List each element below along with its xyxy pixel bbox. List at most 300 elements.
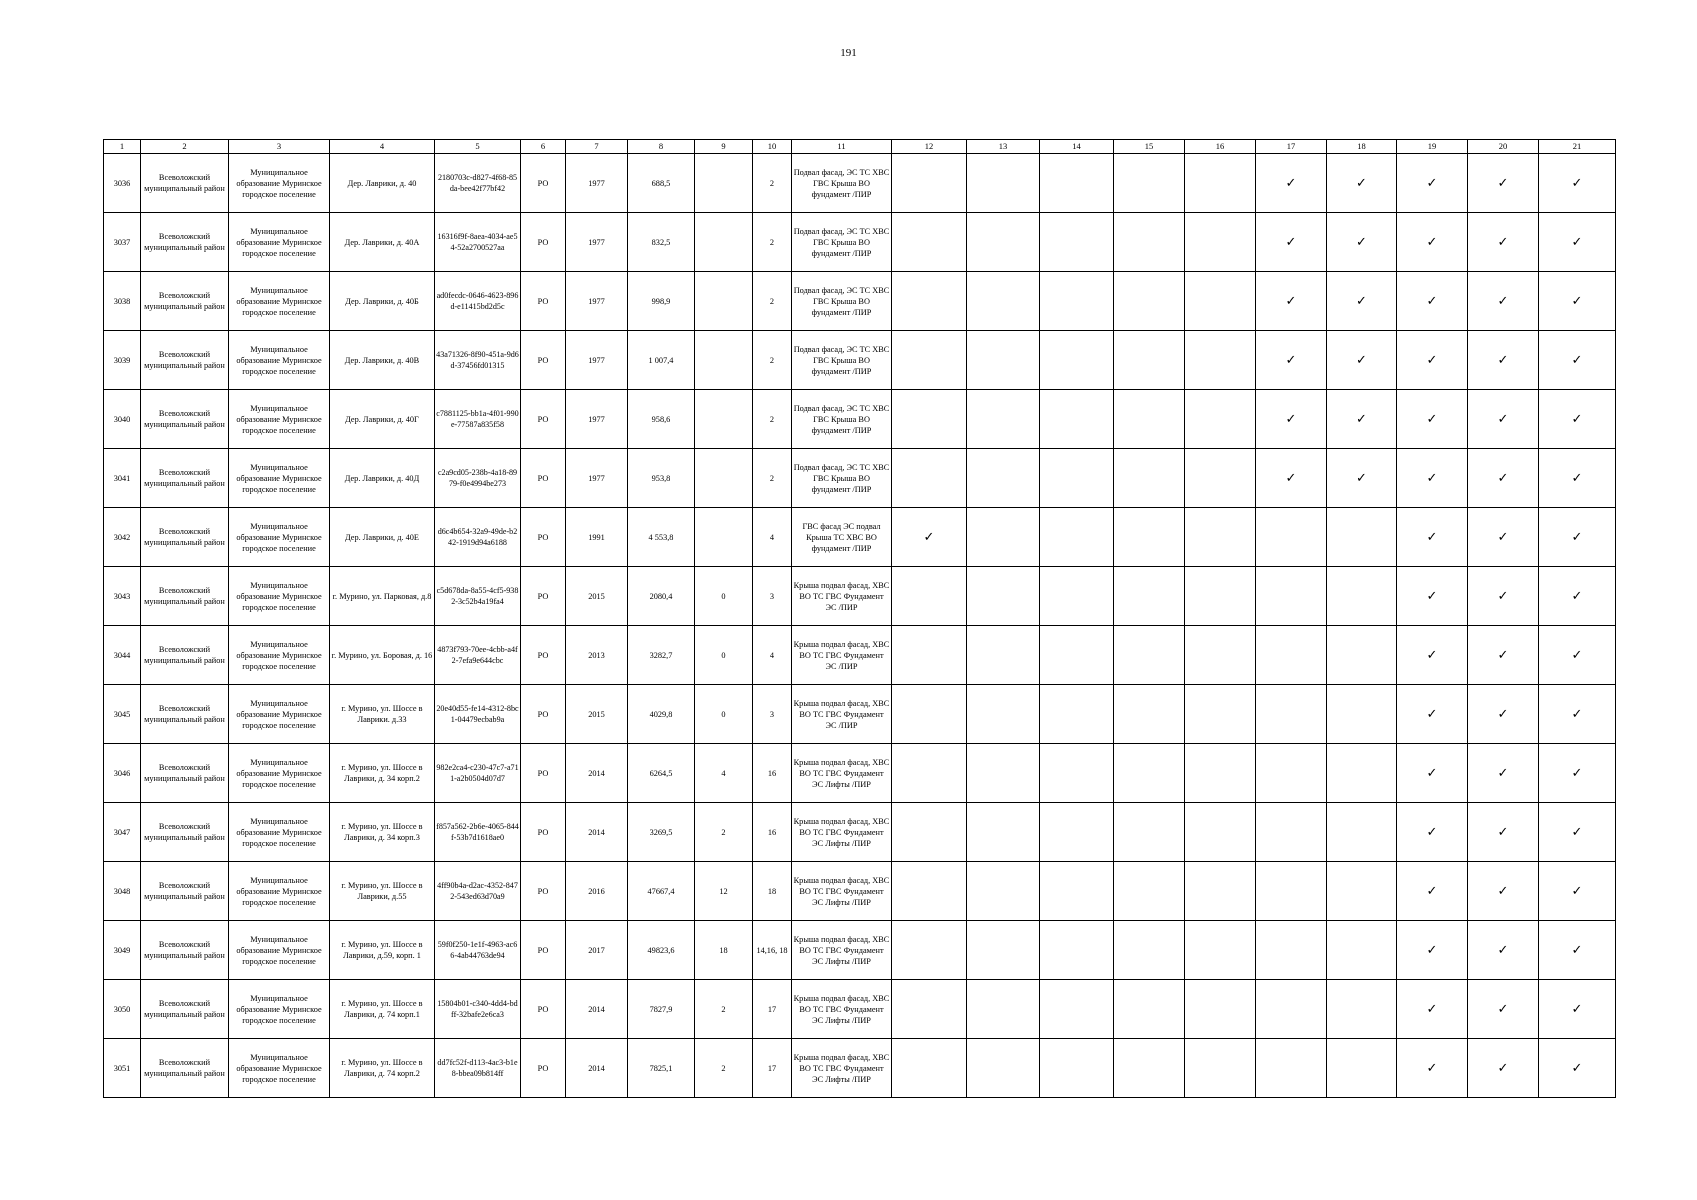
- table-cell: 1977: [566, 390, 628, 449]
- table-cell: 17: [753, 1039, 792, 1098]
- table-cell: РО: [521, 449, 566, 508]
- table-cell: 2013: [566, 626, 628, 685]
- table-row: [104, 685, 1616, 744]
- table-cell: Всеволожский муниципальный район: [141, 154, 229, 213]
- table-cell: [892, 449, 967, 508]
- table-cell: [1256, 803, 1327, 862]
- table-cell: 4873f793-70ee-4cbb-a4f2-7efa9e644cbc: [435, 626, 521, 685]
- table-cell: 998,9: [628, 272, 695, 331]
- table-cell: Дер. Лаврики, д. 40Б: [330, 272, 435, 331]
- table-cell: [1114, 331, 1185, 390]
- column-header-21: 21: [1539, 140, 1616, 154]
- check-mark-icon: ✓: [1539, 1039, 1616, 1098]
- check-mark-icon: ✓: [1539, 567, 1616, 626]
- table-body: [104, 154, 1616, 1098]
- table-cell: [1327, 921, 1397, 980]
- table-cell: [1256, 1039, 1327, 1098]
- table-cell: [1114, 272, 1185, 331]
- column-header-1: 1: [104, 140, 141, 154]
- check-mark-icon: ✓: [1397, 390, 1468, 449]
- check-mark-icon: ✓: [1397, 449, 1468, 508]
- table-cell: [1114, 1039, 1185, 1098]
- table-cell: 3044: [104, 626, 141, 685]
- column-header-15: 15: [1114, 140, 1185, 154]
- table-cell: [892, 744, 967, 803]
- table-cell: [1040, 390, 1114, 449]
- check-mark-icon: ✓: [1468, 154, 1539, 213]
- table-cell: 832,5: [628, 213, 695, 272]
- table-cell: 59f0f250-1e1f-4963-ac66-4ab44763de94: [435, 921, 521, 980]
- table-cell: Муниципальное образование Муринское городское поселение: [229, 213, 330, 272]
- table-cell: [695, 272, 753, 331]
- table-cell: г. Мурино, ул. Шоссе в Лаврики, д.59, корп. 1: [330, 921, 435, 980]
- table-cell: 958,6: [628, 390, 695, 449]
- table-cell: [1040, 567, 1114, 626]
- table-row: [104, 331, 1616, 390]
- check-mark-icon: ✓: [1468, 980, 1539, 1039]
- check-mark-icon: ✓: [1327, 272, 1397, 331]
- table-cell: РО: [521, 390, 566, 449]
- table-cell: [1185, 744, 1256, 803]
- table-cell: [967, 626, 1040, 685]
- table-cell: [695, 449, 753, 508]
- column-header-4: 4: [330, 140, 435, 154]
- column-header-6: 6: [521, 140, 566, 154]
- table-cell: 2017: [566, 921, 628, 980]
- table-cell: Крыша подвал фасад, ХВС ВО ТС ГВС Фундамент ЭС /ПИР: [792, 626, 892, 685]
- table-cell: 6264,5: [628, 744, 695, 803]
- table-cell: [1327, 1039, 1397, 1098]
- table-cell: 12: [695, 862, 753, 921]
- table-cell: [892, 862, 967, 921]
- table-cell: 18: [753, 862, 792, 921]
- check-mark-icon: ✓: [1468, 1039, 1539, 1098]
- check-mark-icon: ✓: [1468, 508, 1539, 567]
- table-cell: Всеволожский муниципальный район: [141, 744, 229, 803]
- table-cell: 2: [753, 331, 792, 390]
- check-mark-icon: ✓: [1539, 626, 1616, 685]
- table-cell: 2014: [566, 1039, 628, 1098]
- table-cell: 4 553,8: [628, 508, 695, 567]
- table-cell: РО: [521, 980, 566, 1039]
- table-cell: 1977: [566, 154, 628, 213]
- table-cell: [1185, 862, 1256, 921]
- table-cell: 1991: [566, 508, 628, 567]
- table-cell: [892, 626, 967, 685]
- column-header-18: 18: [1327, 140, 1397, 154]
- table-cell: РО: [521, 331, 566, 390]
- table-cell: РО: [521, 921, 566, 980]
- check-mark-icon: ✓: [1397, 272, 1468, 331]
- check-mark-icon: ✓: [1256, 449, 1327, 508]
- table-cell: РО: [521, 626, 566, 685]
- check-mark-icon: ✓: [1397, 331, 1468, 390]
- table-cell: [1185, 449, 1256, 508]
- table-cell: [1256, 508, 1327, 567]
- table-row: [104, 862, 1616, 921]
- table-cell: [1114, 449, 1185, 508]
- table-cell: 3051: [104, 1039, 141, 1098]
- table-cell: РО: [521, 154, 566, 213]
- table-cell: Крыша подвал фасад, ХВС ВО ТС ГВС Фундамент ЭС Лифты /ПИР: [792, 1039, 892, 1098]
- table-cell: [967, 1039, 1040, 1098]
- table-row: [104, 921, 1616, 980]
- check-mark-icon: ✓: [1397, 154, 1468, 213]
- table-cell: 3040: [104, 390, 141, 449]
- table-cell: РО: [521, 508, 566, 567]
- table-cell: 1977: [566, 331, 628, 390]
- table-cell: Муниципальное образование Муринское городское поселение: [229, 272, 330, 331]
- table-cell: Крыша подвал фасад, ХВС ВО ТС ГВС Фундамент ЭС Лифты /ПИР: [792, 862, 892, 921]
- table-cell: [892, 980, 967, 1039]
- table-cell: [1040, 862, 1114, 921]
- check-mark-icon: ✓: [1539, 921, 1616, 980]
- table-cell: [1040, 449, 1114, 508]
- table-cell: 3036: [104, 154, 141, 213]
- table-cell: [967, 390, 1040, 449]
- table-cell: Крыша подвал фасад, ХВС ВО ТС ГВС Фундамент ЭС Лифты /ПИР: [792, 980, 892, 1039]
- table-cell: [1040, 331, 1114, 390]
- table-cell: г. Мурино, ул. Боровая, д. 16: [330, 626, 435, 685]
- table-cell: [1114, 508, 1185, 567]
- check-mark-icon: ✓: [1397, 685, 1468, 744]
- table-cell: 16: [753, 803, 792, 862]
- check-mark-icon: ✓: [1256, 213, 1327, 272]
- check-mark-icon: ✓: [1468, 803, 1539, 862]
- table-cell: Муниципальное образование Муринское городское поселение: [229, 449, 330, 508]
- table-cell: [1256, 862, 1327, 921]
- column-header-16: 16: [1185, 140, 1256, 154]
- table-cell: 953,8: [628, 449, 695, 508]
- table-cell: 2180703c-d827-4f68-85da-bee42f77bf42: [435, 154, 521, 213]
- table-cell: [1256, 567, 1327, 626]
- table-row: [104, 390, 1616, 449]
- check-mark-icon: ✓: [1539, 331, 1616, 390]
- table-cell: [1256, 685, 1327, 744]
- table-cell: [1185, 685, 1256, 744]
- check-mark-icon: ✓: [1397, 980, 1468, 1039]
- table-cell: 16: [753, 744, 792, 803]
- table-cell: 4: [753, 508, 792, 567]
- table-cell: 3050: [104, 980, 141, 1039]
- table-cell: [1114, 744, 1185, 803]
- check-mark-icon: ✓: [1397, 744, 1468, 803]
- check-mark-icon: ✓: [1539, 390, 1616, 449]
- table-header: [104, 140, 1616, 154]
- table-cell: РО: [521, 567, 566, 626]
- check-mark-icon: ✓: [892, 508, 967, 567]
- table-cell: Муниципальное образование Муринское городское поселение: [229, 980, 330, 1039]
- check-mark-icon: ✓: [1256, 154, 1327, 213]
- table-cell: Всеволожский муниципальный район: [141, 862, 229, 921]
- check-mark-icon: ✓: [1468, 449, 1539, 508]
- column-header-11: 11: [792, 140, 892, 154]
- table-cell: РО: [521, 1039, 566, 1098]
- table-row: [104, 449, 1616, 508]
- table-cell: 3042: [104, 508, 141, 567]
- table-cell: [1040, 685, 1114, 744]
- table-cell: 4: [753, 626, 792, 685]
- table-row: [104, 744, 1616, 803]
- table-cell: [1327, 744, 1397, 803]
- table-cell: 1 007,4: [628, 331, 695, 390]
- table-cell: [892, 390, 967, 449]
- table-cell: [1327, 567, 1397, 626]
- column-header-2: 2: [141, 140, 229, 154]
- check-mark-icon: ✓: [1539, 803, 1616, 862]
- table-cell: Всеволожский муниципальный район: [141, 449, 229, 508]
- table-cell: [967, 449, 1040, 508]
- table-cell: 688,5: [628, 154, 695, 213]
- table-cell: [1185, 508, 1256, 567]
- table-cell: Крыша подвал фасад, ХВС ВО ТС ГВС Фундамент ЭС Лифты /ПИР: [792, 744, 892, 803]
- table-cell: 1977: [566, 213, 628, 272]
- table-cell: 3049: [104, 921, 141, 980]
- column-header-14: 14: [1040, 140, 1114, 154]
- table-cell: [892, 272, 967, 331]
- table-cell: [1256, 744, 1327, 803]
- check-mark-icon: ✓: [1468, 272, 1539, 331]
- check-mark-icon: ✓: [1256, 272, 1327, 331]
- check-mark-icon: ✓: [1468, 567, 1539, 626]
- check-mark-icon: ✓: [1397, 921, 1468, 980]
- check-mark-icon: ✓: [1468, 626, 1539, 685]
- table-cell: d6c4b654-32a9-49de-b242-1919d94a6188: [435, 508, 521, 567]
- table-cell: [892, 567, 967, 626]
- table-cell: [1114, 803, 1185, 862]
- table-cell: Муниципальное образование Муринское городское поселение: [229, 803, 330, 862]
- table-cell: [1114, 390, 1185, 449]
- table-cell: Дер. Лаврики, д. 40А: [330, 213, 435, 272]
- column-header-10: 10: [753, 140, 792, 154]
- table-cell: Дер. Лаврики, д. 40: [330, 154, 435, 213]
- table-row: [104, 626, 1616, 685]
- table-cell: Всеволожский муниципальный район: [141, 626, 229, 685]
- table-cell: Муниципальное образование Муринское городское поселение: [229, 154, 330, 213]
- table-cell: [1185, 213, 1256, 272]
- table-cell: Всеволожский муниципальный район: [141, 1039, 229, 1098]
- table-cell: Всеволожский муниципальный район: [141, 567, 229, 626]
- table-cell: РО: [521, 213, 566, 272]
- check-mark-icon: ✓: [1468, 744, 1539, 803]
- check-mark-icon: ✓: [1539, 744, 1616, 803]
- table-cell: [1185, 331, 1256, 390]
- table-cell: [967, 803, 1040, 862]
- table-cell: c7881125-bb1a-4f01-990e-77587a835f58: [435, 390, 521, 449]
- check-mark-icon: ✓: [1327, 213, 1397, 272]
- column-header-9: 9: [695, 140, 753, 154]
- check-mark-icon: ✓: [1397, 862, 1468, 921]
- table-cell: [1256, 980, 1327, 1039]
- table-cell: 3048: [104, 862, 141, 921]
- table-cell: [1185, 1039, 1256, 1098]
- table-cell: [1114, 154, 1185, 213]
- table-cell: Подвал фасад, ЭС ТС ХВС ГВС Крыша ВО фундамент /ПИР: [792, 390, 892, 449]
- check-mark-icon: ✓: [1468, 331, 1539, 390]
- table-cell: 2: [753, 272, 792, 331]
- table-cell: Подвал фасад, ЭС ТС ХВС ГВС Крыша ВО фундамент /ПИР: [792, 213, 892, 272]
- table-cell: [967, 567, 1040, 626]
- table-cell: [1185, 980, 1256, 1039]
- table-cell: 2015: [566, 685, 628, 744]
- table-cell: [967, 272, 1040, 331]
- table-cell: [695, 331, 753, 390]
- table-cell: [967, 685, 1040, 744]
- table-cell: [1114, 921, 1185, 980]
- column-header-7: 7: [566, 140, 628, 154]
- table-cell: [892, 213, 967, 272]
- check-mark-icon: ✓: [1256, 331, 1327, 390]
- table-cell: 20e40d55-fe14-4312-8bc1-04479ecbab9a: [435, 685, 521, 744]
- table-cell: dd7fc52f-d113-4ac3-b1e8-bbea09b814ff: [435, 1039, 521, 1098]
- table-cell: 3043: [104, 567, 141, 626]
- table-cell: 0: [695, 626, 753, 685]
- table-cell: [1114, 685, 1185, 744]
- check-mark-icon: ✓: [1256, 390, 1327, 449]
- check-mark-icon: ✓: [1539, 154, 1616, 213]
- table-cell: Крыша подвал фасад, ХВС ВО ТС ГВС Фундамент ЭС /ПИР: [792, 685, 892, 744]
- table-cell: Всеволожский муниципальный район: [141, 331, 229, 390]
- table-cell: 14,16, 18: [753, 921, 792, 980]
- check-mark-icon: ✓: [1468, 213, 1539, 272]
- table-cell: Муниципальное образование Муринское городское поселение: [229, 331, 330, 390]
- check-mark-icon: ✓: [1468, 685, 1539, 744]
- table-cell: 2080,4: [628, 567, 695, 626]
- table-cell: c5d678da-8a55-4cf5-9382-3c52b4a19fa4: [435, 567, 521, 626]
- check-mark-icon: ✓: [1327, 390, 1397, 449]
- page-number: 191: [840, 47, 857, 59]
- column-header-3: 3: [229, 140, 330, 154]
- column-header-17: 17: [1256, 140, 1327, 154]
- table-cell: Всеволожский муниципальный район: [141, 213, 229, 272]
- table-cell: [1114, 980, 1185, 1039]
- table-cell: [892, 803, 967, 862]
- table-cell: 7827,9: [628, 980, 695, 1039]
- check-mark-icon: ✓: [1468, 390, 1539, 449]
- check-mark-icon: ✓: [1468, 921, 1539, 980]
- table-cell: 3: [753, 685, 792, 744]
- table-cell: 2: [695, 803, 753, 862]
- table-cell: [1327, 685, 1397, 744]
- table-row: [104, 508, 1616, 567]
- table-cell: Подвал фасад, ЭС ТС ХВС ГВС Крыша ВО фундамент /ПИР: [792, 154, 892, 213]
- table-cell: [1040, 213, 1114, 272]
- table-cell: 43a71326-8f90-451a-9d6d-37456fd01315: [435, 331, 521, 390]
- table-cell: [1040, 921, 1114, 980]
- table-cell: г. Мурино, ул. Шоссе в Лаврики, д. 34 корп.3: [330, 803, 435, 862]
- table-cell: [1040, 626, 1114, 685]
- table-cell: г. Мурино, ул. Шоссе в Лаврики, д. 74 корп.2: [330, 1039, 435, 1098]
- table-cell: [1040, 803, 1114, 862]
- table-cell: [892, 331, 967, 390]
- check-mark-icon: ✓: [1539, 862, 1616, 921]
- table-cell: Дер. Лаврики, д. 40В: [330, 331, 435, 390]
- table-cell: [1114, 862, 1185, 921]
- table-cell: Муниципальное образование Муринское городское поселение: [229, 862, 330, 921]
- table-row: [104, 803, 1616, 862]
- check-mark-icon: ✓: [1397, 803, 1468, 862]
- column-header-12: 12: [892, 140, 967, 154]
- table-cell: РО: [521, 803, 566, 862]
- check-mark-icon: ✓: [1397, 213, 1468, 272]
- check-mark-icon: ✓: [1397, 1039, 1468, 1098]
- table-cell: c2a9cd05-238b-4a18-8979-f0e4994be273: [435, 449, 521, 508]
- table-cell: Дер. Лаврики, д. 40Г: [330, 390, 435, 449]
- table-cell: [1040, 980, 1114, 1039]
- table-cell: Всеволожский муниципальный район: [141, 272, 229, 331]
- table-cell: Всеволожский муниципальный район: [141, 980, 229, 1039]
- table-cell: Муниципальное образование Муринское городское поселение: [229, 744, 330, 803]
- table-cell: Всеволожский муниципальный район: [141, 921, 229, 980]
- table-cell: 7825,1: [628, 1039, 695, 1098]
- table-cell: 47667,4: [628, 862, 695, 921]
- check-mark-icon: ✓: [1539, 980, 1616, 1039]
- table-cell: [1185, 626, 1256, 685]
- table-cell: Муниципальное образование Муринское городское поселение: [229, 508, 330, 567]
- table-cell: 2014: [566, 980, 628, 1039]
- table-cell: Дер. Лаврики, д. 40Е: [330, 508, 435, 567]
- table-cell: Крыша подвал фасад, ХВС ВО ТС ГВС Фундамент ЭС /ПИР: [792, 567, 892, 626]
- table-cell: f857a562-2b6e-4065-844f-53b7d1618ae0: [435, 803, 521, 862]
- table-cell: [892, 921, 967, 980]
- table-cell: [1040, 744, 1114, 803]
- table-cell: 3039: [104, 331, 141, 390]
- table-cell: 2015: [566, 567, 628, 626]
- check-mark-icon: ✓: [1397, 567, 1468, 626]
- column-numbers-row: [104, 140, 1616, 154]
- table-cell: 3037: [104, 213, 141, 272]
- table-cell: РО: [521, 685, 566, 744]
- table-cell: [1327, 862, 1397, 921]
- check-mark-icon: ✓: [1327, 154, 1397, 213]
- table-cell: 2: [753, 390, 792, 449]
- table-cell: [892, 154, 967, 213]
- table-cell: [695, 213, 753, 272]
- table-cell: г. Мурино, ул. Шоссе в Лаврики, д. 34 корп.2: [330, 744, 435, 803]
- table-cell: 3282,7: [628, 626, 695, 685]
- table-cell: 2: [695, 1039, 753, 1098]
- table-cell: г. Мурино, ул. Шоссе в Лаврики. д.33: [330, 685, 435, 744]
- table-cell: [967, 980, 1040, 1039]
- check-mark-icon: ✓: [1539, 508, 1616, 567]
- table-cell: 1977: [566, 449, 628, 508]
- table-cell: [1185, 921, 1256, 980]
- table-cell: 3269,5: [628, 803, 695, 862]
- check-mark-icon: ✓: [1468, 862, 1539, 921]
- table-cell: 2014: [566, 803, 628, 862]
- table-cell: Крыша подвал фасад, ХВС ВО ТС ГВС Фундамент ЭС Лифты /ПИР: [792, 803, 892, 862]
- table-cell: 16316f9f-8aea-4034-ae54-52a2700527aa: [435, 213, 521, 272]
- table-cell: [1185, 390, 1256, 449]
- table-cell: Муниципальное образование Муринское городское поселение: [229, 626, 330, 685]
- table-cell: [1327, 803, 1397, 862]
- table-cell: [1114, 567, 1185, 626]
- table-cell: [1185, 803, 1256, 862]
- table-cell: 18: [695, 921, 753, 980]
- table-cell: 3045: [104, 685, 141, 744]
- check-mark-icon: ✓: [1539, 213, 1616, 272]
- table-cell: Всеволожский муниципальный район: [141, 390, 229, 449]
- table-cell: [1040, 508, 1114, 567]
- table-cell: [695, 508, 753, 567]
- table-cell: 4: [695, 744, 753, 803]
- check-mark-icon: ✓: [1539, 685, 1616, 744]
- table-cell: 0: [695, 685, 753, 744]
- table-cell: [1040, 272, 1114, 331]
- table-cell: Крыша подвал фасад, ХВС ВО ТС ГВС Фундамент ЭС Лифты /ПИР: [792, 921, 892, 980]
- table-cell: Дер. Лаврики, д. 40Д: [330, 449, 435, 508]
- table-row: [104, 272, 1616, 331]
